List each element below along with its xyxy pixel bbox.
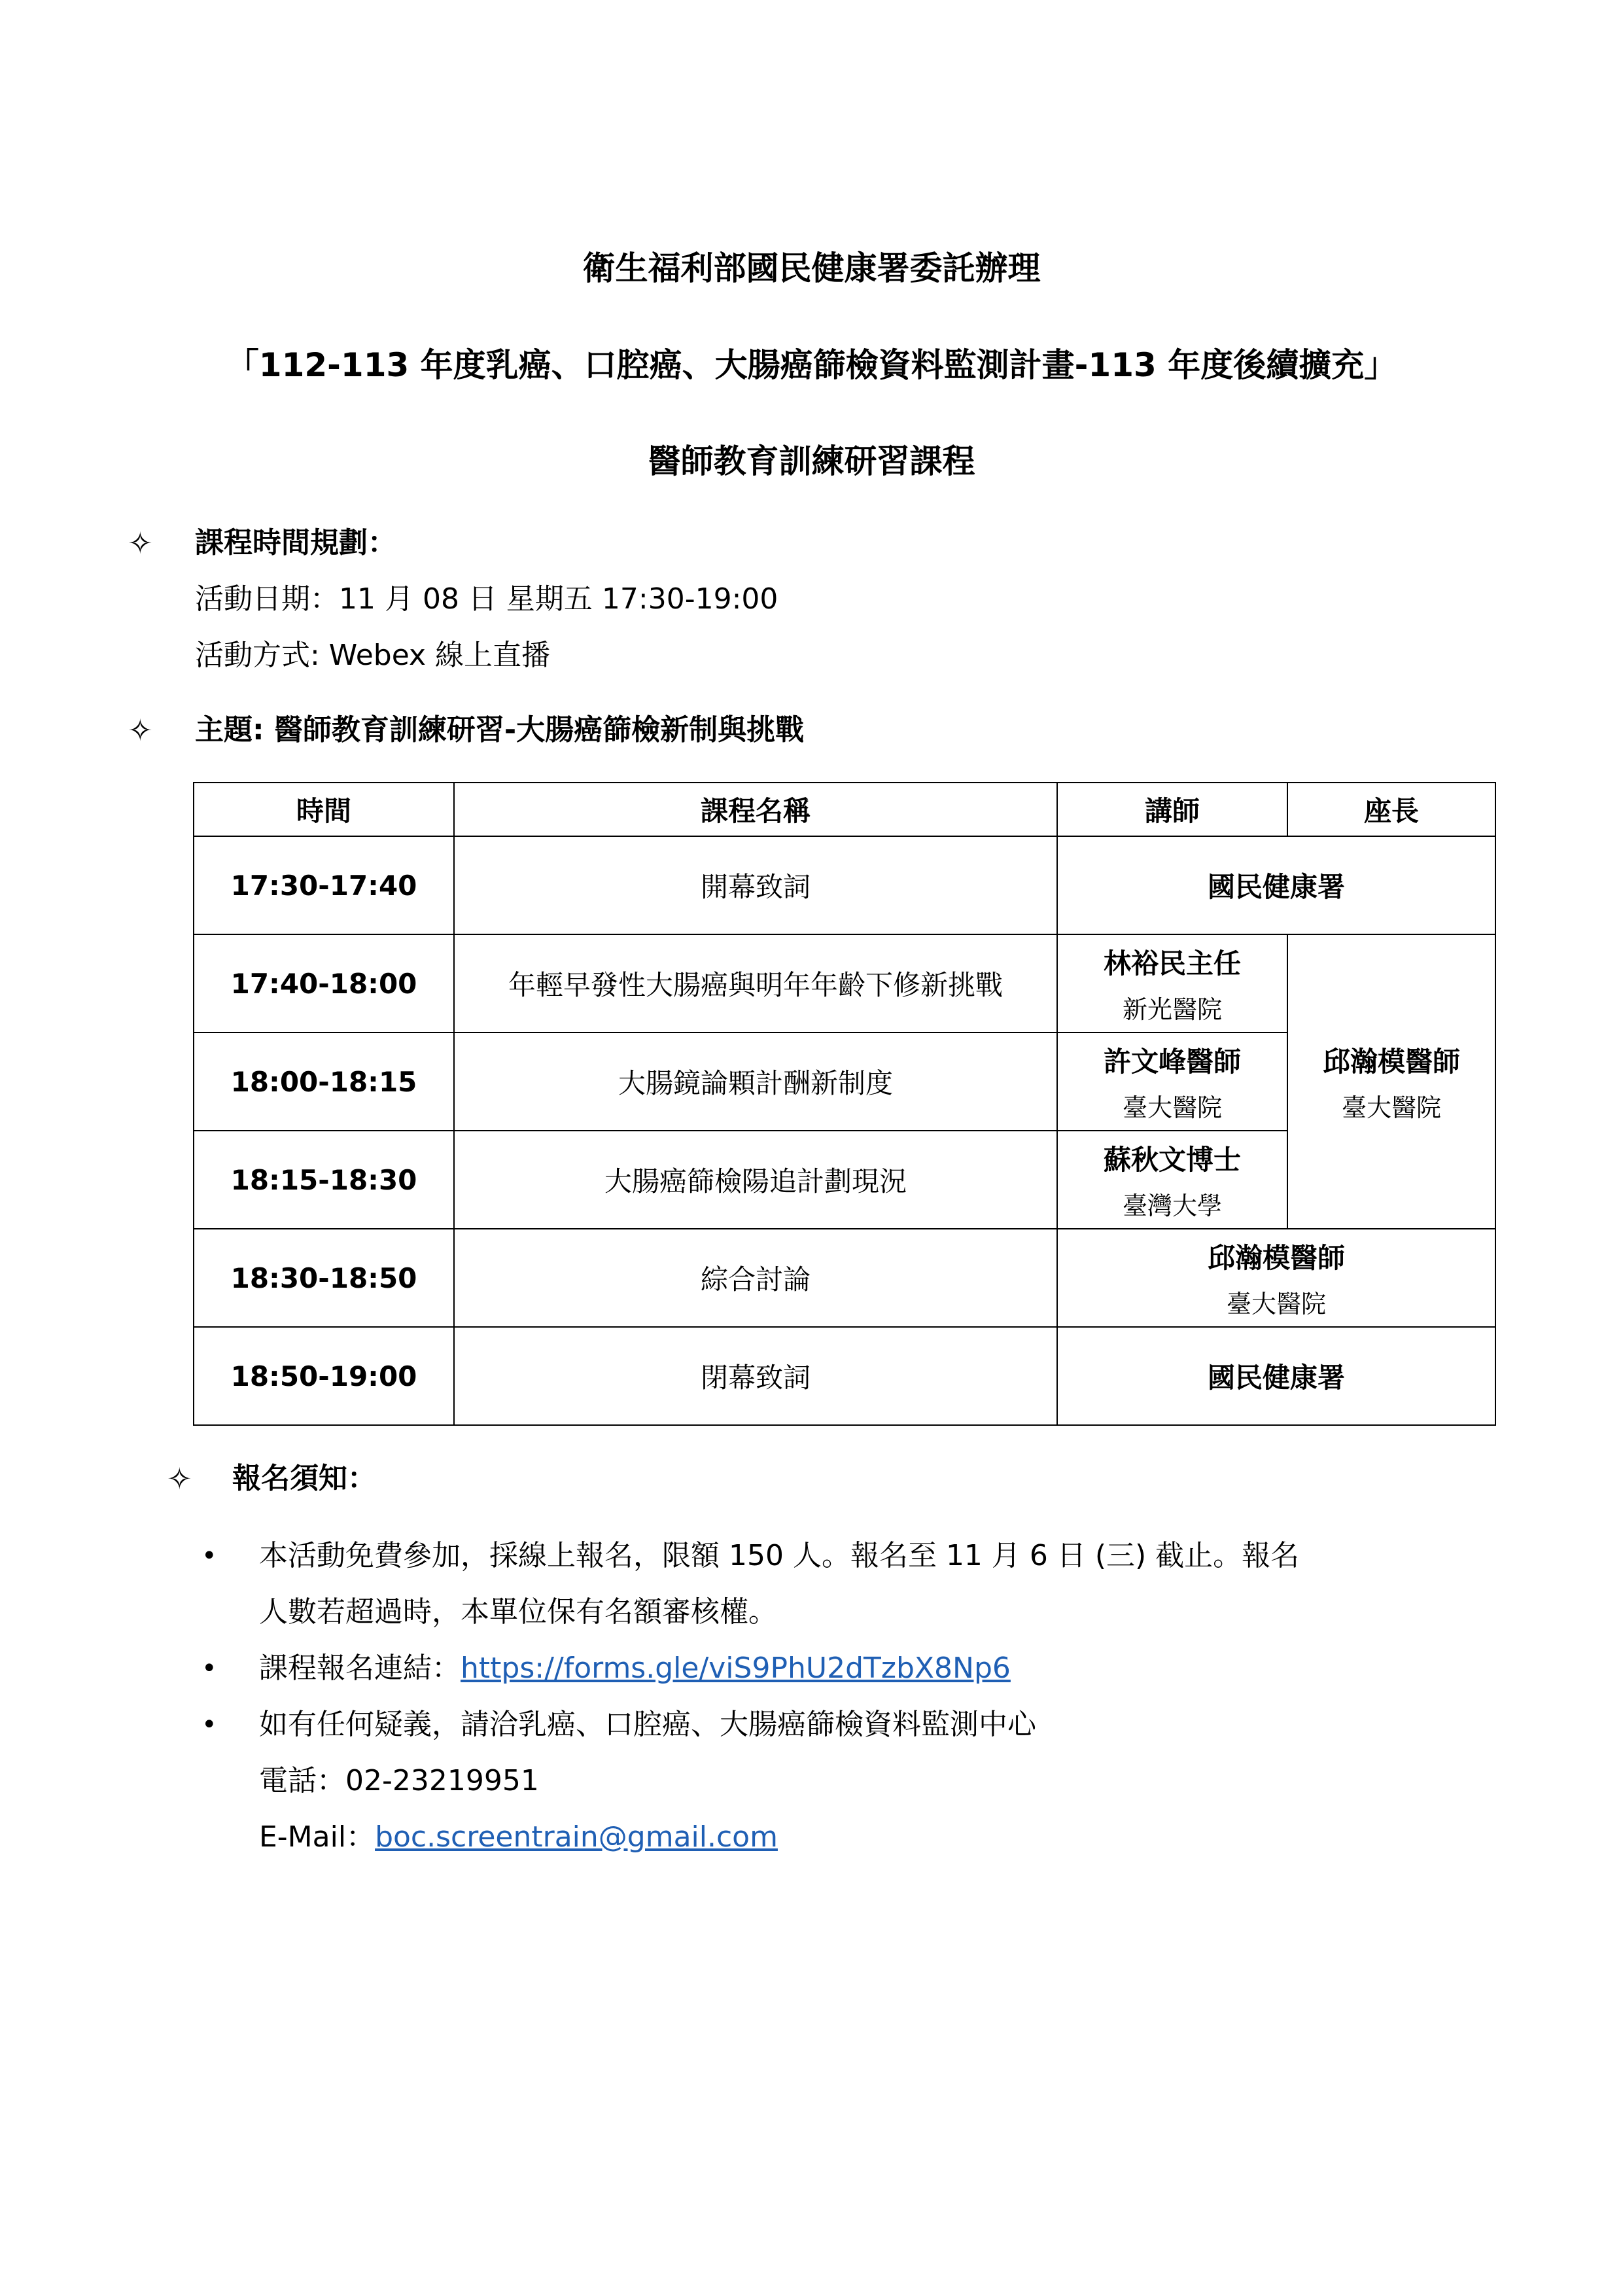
time-cell: 17:30-17:40 (194, 836, 454, 934)
diamond-icon: ✧ (128, 525, 153, 561)
speaker-cell (1057, 1229, 1495, 1327)
speaker-cell (1057, 934, 1287, 1033)
registration-link-label: 課程報名連結： (259, 1651, 461, 1685)
registration-info-line2: 人數若超過時，本單位保有名額審核權。 (259, 1595, 777, 1629)
schedule-table (193, 782, 1496, 1426)
speaker-cell (1057, 1131, 1287, 1229)
project-title: 「112-113 年度乳癌、口腔癌、大腸癌篩檢資料監測計畫-113 年度後續擴充」 (226, 346, 1397, 384)
speaker-name: 許文峰醫師 (1103, 1045, 1241, 1078)
chair-name: 邱瀚模醫師 (1322, 1045, 1460, 1078)
time-cell: 18:00-18:15 (194, 1033, 454, 1131)
diamond-icon: ✧ (167, 1461, 192, 1496)
registration-heading: 報名須知： (232, 1462, 376, 1495)
speaker-affiliation: 臺大醫院 (1122, 1093, 1222, 1122)
bullet-icon: • (201, 1710, 217, 1740)
speaker-affiliation: 新光醫院 (1122, 995, 1222, 1024)
speaker-name: 林裕民主任 (1103, 947, 1241, 980)
event-mode: 活動方式: Webex 線上直播 (195, 639, 551, 672)
table-row (194, 934, 1495, 1033)
email-label: E-Mail： (259, 1820, 375, 1854)
header-course: 課程名稱 (454, 783, 1057, 836)
speaker-cell (1057, 1033, 1287, 1131)
bullet-icon: • (201, 1541, 217, 1571)
chair-cell (1287, 934, 1495, 1229)
course-title: 醫師教育訓練研習課程 (648, 442, 975, 480)
table-row (194, 1327, 1495, 1425)
contact-phone: 電話：02-23219951 (259, 1764, 539, 1797)
course-cell: 年輕早發性大腸癌與明年年齡下修新挑戰 (454, 934, 1057, 1033)
speaker-cell: 國民健康署 (1057, 836, 1495, 934)
contact-line: 如有任何疑義，請洽乳癌、口腔癌、大腸癌篩檢資料監測中心 (259, 1708, 1036, 1741)
speaker-name: 蘇秋文博士 (1103, 1143, 1241, 1176)
course-cell: 開幕致詞 (454, 836, 1057, 934)
speaker-affiliation: 臺灣大學 (1122, 1191, 1222, 1220)
registration-info-line1: 本活動免費參加，採線上報名，限額 150 人。報名至 11 月 6 日 (三) 截止。報名 (259, 1539, 1300, 1572)
time-cell: 18:15-18:30 (194, 1131, 454, 1229)
speaker-name: 邱瀚模醫師 (1207, 1241, 1345, 1274)
course-cell: 閉幕致詞 (454, 1327, 1057, 1425)
email-link[interactable]: boc.screentrain@gmail.com (375, 1820, 778, 1854)
table-row (194, 1229, 1495, 1327)
contact-email-line (259, 1818, 778, 1857)
topic-heading: 主題: 醫師教育訓練研習-大腸癌篩檢新制與挑戰 (195, 713, 805, 747)
course-cell: 大腸鏡論顆計酬新制度 (454, 1033, 1057, 1131)
bullet-icon: • (201, 1653, 217, 1684)
event-date: 活動日期：11 月 08 日 星期五 17:30-19:00 (195, 582, 778, 616)
speaker-affiliation: 臺大醫院 (1226, 1289, 1326, 1318)
header-chair: 座長 (1287, 783, 1495, 836)
speaker-cell: 國民健康署 (1057, 1327, 1495, 1425)
course-cell: 大腸癌篩檢陽追計劃現況 (454, 1131, 1057, 1229)
time-cell: 18:30-18:50 (194, 1229, 454, 1327)
registration-link-line (259, 1649, 1011, 1688)
time-cell: 18:50-19:00 (194, 1327, 454, 1425)
diamond-icon: ✧ (128, 713, 153, 748)
header-time: 時間 (194, 783, 454, 836)
course-cell: 綜合討論 (454, 1229, 1057, 1327)
time-cell: 17:40-18:00 (194, 934, 454, 1033)
document-title: 衛生福利部國民健康署委託辦理 (582, 249, 1041, 287)
registration-link[interactable]: https://forms.gle/viS9PhU2dTzbX8Np6 (461, 1651, 1011, 1685)
schedule-heading: 課程時間規劃： (195, 526, 396, 559)
chair-affiliation: 臺大醫院 (1341, 1093, 1441, 1122)
header-speaker: 講師 (1057, 783, 1287, 836)
table-row (194, 836, 1495, 934)
